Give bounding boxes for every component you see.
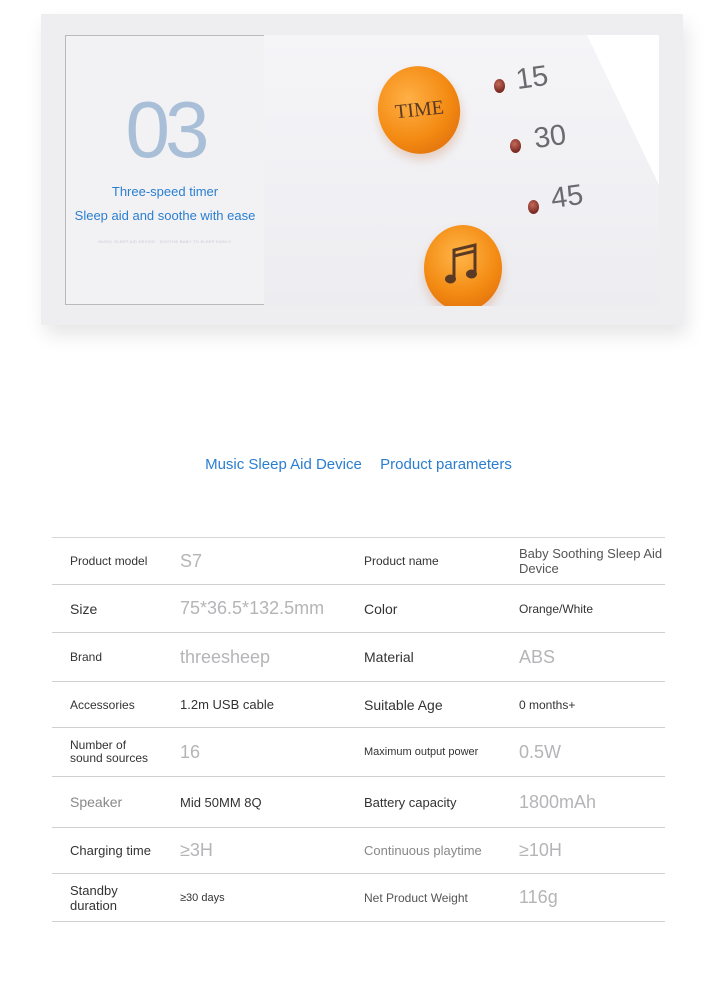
param-label: Number of sound sources: [70, 738, 149, 765]
feature-subtitle: Sleep aid and soothe with ease: [74, 208, 256, 223]
feature-number: 03: [125, 85, 205, 174]
table-row: [52, 728, 665, 777]
param-label: Suitable Age: [364, 696, 443, 713]
table-row: [52, 538, 665, 585]
param-label: Standby duration: [70, 882, 118, 913]
parameters-table: [52, 537, 665, 922]
param-label: Accessories: [70, 697, 135, 712]
param-value: Baby Soothing Sleep Aid Device: [519, 546, 663, 576]
timer-label-15: 15: [513, 59, 551, 97]
parameters-heading: [0, 456, 717, 473]
param-value: ≥30 days: [180, 891, 225, 904]
param-label: Maximum output power: [364, 746, 479, 758]
table-row: [52, 585, 665, 633]
param-value: 75*36.5*132.5mm: [180, 598, 325, 618]
param-value: 1.2m USB cable: [180, 697, 274, 712]
music-button: [424, 225, 502, 306]
param-value: ≥3H: [180, 840, 213, 860]
time-button: [370, 58, 469, 161]
param-value: ≥10H: [519, 840, 562, 860]
timer-label-45: 45: [548, 178, 586, 216]
param-label: Size: [70, 600, 98, 617]
param-value: Mid 50MM 8Q: [180, 794, 262, 810]
param-label: Continuous playtime: [364, 843, 482, 858]
param-label: Product model: [70, 554, 148, 568]
feature-card: [41, 14, 683, 325]
param-label: Material: [364, 649, 414, 665]
timer-led-45: [528, 200, 539, 214]
timer-led-15: [494, 79, 505, 93]
feature-text-panel: [65, 35, 265, 305]
parameters-heading-product: Music Sleep Aid Device: [205, 456, 362, 473]
param-value: S7: [180, 550, 203, 571]
param-label: Speaker: [70, 794, 123, 810]
table-row: [52, 633, 665, 682]
parameters-heading-label: Product parameters: [380, 456, 512, 473]
param-value: Orange/White: [519, 601, 594, 616]
table-row: [52, 777, 665, 828]
time-button-label: TIME: [393, 96, 445, 123]
product-photo: [264, 35, 659, 306]
param-label: Net Product Weight: [364, 890, 468, 905]
param-value: ABS: [519, 646, 556, 667]
param-value: 1800mAh: [519, 791, 597, 812]
table-row: [52, 682, 665, 728]
music-note-icon: [445, 242, 481, 295]
param-value: 16: [180, 741, 201, 762]
param-label: Brand: [70, 650, 103, 664]
param-label: Charging time: [70, 843, 151, 858]
param-label: Color: [364, 600, 398, 617]
param-value: 116g: [519, 887, 558, 907]
param-label: Battery capacity: [364, 794, 457, 810]
param-value: 0.5W: [519, 741, 562, 762]
table-row: [52, 874, 665, 922]
feature-title: Three-speed timer: [111, 184, 219, 199]
param-value: 0 months+: [519, 697, 576, 712]
param-label: Product name: [364, 554, 439, 568]
feature-fine-print: MUSIC SLEEP AID DEVICE · SOOTHE BABY TO SLEEP EASILY: [98, 239, 232, 244]
param-value: threesheep: [180, 646, 271, 667]
timer-led-30: [510, 139, 521, 153]
table-row: [52, 828, 665, 874]
timer-label-30: 30: [531, 118, 569, 156]
photo-highlight: [587, 35, 659, 185]
